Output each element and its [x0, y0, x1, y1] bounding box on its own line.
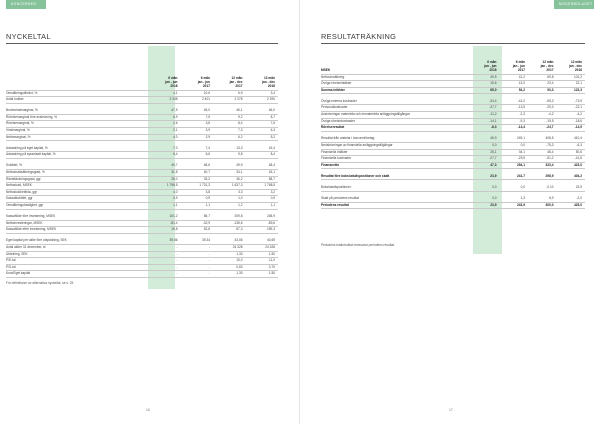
row-label: Bokslutsdispositioner [321, 185, 471, 191]
column-header-line: 2016 [574, 68, 582, 73]
row-value: -41,0 [500, 99, 529, 105]
row-value: 34,1 [213, 170, 246, 177]
row-value: 1,1 [181, 203, 214, 210]
row-value: 2 401 [181, 97, 214, 104]
table-row [321, 162, 585, 169]
row-value: 13,0 [500, 81, 529, 88]
column-header-line: 6 mån [515, 60, 525, 64]
row-value: 8,4 [246, 152, 279, 159]
column-header-line: 2017 [517, 68, 525, 73]
row-value: -29,5 [500, 156, 529, 163]
column-header-line: 6 mån [168, 76, 178, 80]
column-header-line: 2016 [267, 84, 275, 89]
row-value: 1,33 [213, 251, 246, 258]
row-value: -11,2 [471, 112, 500, 119]
row-label: Soliditet, % [6, 163, 148, 169]
table-row [321, 118, 585, 125]
row-value: 0,60 [213, 264, 246, 271]
row-value: 49,9 [213, 163, 246, 169]
row-value: 47,5 [148, 108, 181, 114]
column-header-row [6, 76, 278, 90]
table-row [6, 220, 278, 227]
row-value: 13,3 [213, 146, 246, 152]
row-value: 1,0 [213, 196, 246, 203]
header-label: MSEK [321, 60, 471, 74]
table-row [6, 258, 278, 265]
row-label: Kassaflöde efter investering, MSEK [6, 227, 148, 234]
row-value: 0,0 [500, 142, 529, 149]
row-value: 4,1 [148, 90, 181, 97]
row-value: 4,0 [148, 189, 181, 196]
row-label: P/E-tal [6, 258, 148, 265]
table-row [321, 87, 585, 94]
table-row [6, 203, 278, 210]
row-value: 39,34 [181, 238, 214, 244]
row-value: 69,8 [528, 74, 557, 81]
row-value: 11,0 [246, 258, 279, 265]
row-value: 48,4 [246, 163, 279, 169]
row-value: 323,4 [528, 162, 557, 169]
key-figures-table [6, 76, 278, 278]
row-value: 19,8 [148, 227, 181, 234]
row-label: Skatt på periodens resultat [321, 196, 471, 202]
row-value: 3,8 [181, 189, 214, 196]
row-value: 1,1 [246, 203, 279, 210]
row-label: Nettoskuld/ebitda, ggr [6, 189, 148, 196]
row-value: 43,06 [213, 238, 246, 244]
row-label: Nedskrivningar av finansiella anläggningstillgångar [321, 142, 471, 149]
column-header-line: 6 mån [487, 60, 497, 64]
row-value: 7,3 [148, 146, 181, 152]
row-value: - [148, 251, 181, 258]
column-header-line: jan - dec [262, 80, 275, 85]
row-value: 46,0 [246, 108, 279, 114]
row-value: 31,8 [148, 170, 181, 177]
row-label: Räntetäckningsgrad, ggr [6, 176, 148, 183]
row-label: Antal butiker [6, 97, 148, 104]
row-value: 0,70 [246, 264, 279, 271]
row-value: -13,5 [500, 105, 529, 112]
row-value: - [181, 271, 214, 278]
row-value: -9,3 [500, 118, 529, 125]
row-value: 6,9 [148, 114, 181, 121]
column-header-line: 2017 [546, 68, 554, 73]
row-value: -135,6 [213, 220, 246, 227]
row-value: 5,2 [246, 134, 279, 141]
column-header-line: jan - jun [165, 80, 178, 85]
row-label: Omsättningshastighet, ggr [6, 203, 148, 210]
row-value: 22,1 [557, 81, 586, 88]
row-value: 300,0 [528, 202, 557, 209]
row-value: 3,3 [213, 189, 246, 196]
row-label: Finansnetto [321, 162, 471, 169]
table-row [6, 128, 278, 135]
column-header [471, 60, 500, 74]
row-value: 1,50 [246, 271, 279, 278]
row-value: 1 637,3 [213, 183, 246, 190]
row-label: Vinstmarginal, % [6, 128, 148, 135]
row-value: 404,2 [557, 174, 586, 180]
column-header [500, 60, 529, 74]
row-value: 408,5 [528, 136, 557, 142]
row-value: -34,4 [471, 99, 500, 105]
column-header [148, 76, 181, 90]
row-value: 58,7 [246, 176, 279, 183]
row-value: 1,3 [500, 196, 529, 202]
page-title: NYCKELTAL [6, 32, 51, 41]
row-value: 2,1 [148, 128, 181, 135]
row-value: 47,3 [471, 162, 500, 169]
row-value: -89,6 [246, 220, 279, 227]
column-header [246, 76, 279, 90]
page-number: 17 [449, 408, 453, 412]
row-value: 3,9 [181, 128, 214, 135]
row-value: 23,9 [471, 174, 500, 180]
row-value: - [148, 271, 181, 278]
row-value: 52,8 [181, 227, 214, 234]
row-value: 23,9 [557, 185, 586, 191]
row-value: - [181, 244, 214, 251]
row-value: 6,9 [213, 90, 246, 97]
column-header-line: 12 mån [571, 60, 582, 64]
table-row [6, 90, 278, 97]
row-label: Nettoinvesteringar, MSEK [6, 220, 148, 227]
row-value: 410,4 [557, 136, 586, 142]
row-label: Periodens resultat [321, 202, 471, 209]
row-value: -73,9 [557, 99, 586, 105]
footnote: Periodens totalresultat motsvarar periodens resultat. [321, 243, 395, 247]
row-value: 6,6 [181, 152, 214, 159]
column-header-line: jan - dec [540, 64, 554, 69]
row-value: -8,3 [471, 125, 500, 132]
row-value: 48,6 [181, 163, 214, 169]
column-header-line: 2018 [489, 68, 497, 73]
row-value: 41,2 [500, 74, 529, 81]
row-value: 0,0 [471, 185, 500, 191]
row-value: 4,0 [148, 134, 181, 141]
table-row [6, 244, 278, 251]
row-value: 2,6 [148, 121, 181, 128]
row-value: 28,0 [148, 176, 181, 183]
row-value: -4,2 [557, 112, 586, 119]
column-header-line: jan - dec [229, 80, 243, 85]
column-header-line: 2017 [202, 84, 210, 89]
row-label: Övriga rörelsekostnader [321, 118, 471, 125]
column-header-line: 12 mån [264, 76, 275, 80]
row-label: Nettoomsättning [321, 74, 471, 81]
table-row [6, 97, 278, 104]
table-row [321, 112, 585, 119]
row-value: 241,7 [500, 174, 529, 180]
row-value: - [181, 264, 214, 271]
row-value: 23,9 [471, 202, 500, 209]
row-value: 1,30 [213, 271, 246, 278]
row-value: 7,6 [246, 121, 279, 128]
row-value: - [148, 258, 181, 265]
row-value: -0,10 [528, 185, 557, 191]
row-label: Kurs/Eget kapital [6, 271, 148, 278]
table-row [321, 74, 585, 81]
row-value: 24 328 [213, 244, 246, 251]
table-row [6, 152, 278, 159]
table-row [6, 176, 278, 183]
row-value: 46,9 [471, 136, 500, 142]
row-value: 2 338 [148, 97, 181, 104]
row-value: 425,0 [557, 202, 586, 209]
row-value: 39,56 [148, 238, 181, 244]
row-label: Eget kapital per aktie före utspädning, SEK [6, 238, 148, 244]
row-value: 243,9 [500, 202, 529, 209]
row-value: - [148, 264, 181, 271]
table-row [6, 189, 278, 196]
row-label: Antal aktier 31 december, st [6, 244, 148, 251]
row-value: 1 768,5 [246, 183, 279, 190]
row-value: 249,1 [500, 136, 529, 142]
row-value: 48,4 [528, 149, 557, 156]
row-value: 0,0 [471, 142, 500, 149]
row-label: Nettoskuldsättningsgrad, % [6, 170, 148, 177]
row-value: -41,6 [557, 156, 586, 163]
title-rule [6, 43, 278, 44]
row-value: 8,4 [213, 121, 246, 128]
column-header-line: 12 mån [231, 76, 243, 80]
column-header-line: jan - jun [484, 64, 497, 69]
table-row [6, 251, 278, 258]
row-label: Avkastning på eget kapital, % [6, 146, 148, 152]
row-label: Rörelseresultat [321, 125, 471, 132]
row-value: -2,3 [500, 112, 529, 119]
footnote: För definitioner av alternativa nyckeltal, se s. 29. [6, 281, 75, 285]
row-value: 23,4 [528, 81, 557, 88]
row-value: 40,7 [181, 170, 214, 177]
row-value: 54,2 [500, 87, 529, 94]
row-value: 1 731,3 [181, 183, 214, 190]
row-value: 49,7 [148, 163, 181, 169]
table-row [6, 271, 278, 278]
row-value: -6,3 [557, 142, 586, 149]
row-label: Kassaflöde före investering, MSEK [6, 214, 148, 220]
table-row [6, 183, 278, 190]
table-row [6, 134, 278, 141]
row-value: 36,2 [213, 176, 246, 183]
table-row [6, 196, 278, 203]
row-value: 10,0 [213, 258, 246, 265]
row-value: -75,3 [528, 142, 557, 149]
row-value: 43,1 [246, 170, 279, 177]
row-value: 1,2 [213, 203, 246, 210]
row-value: 9,8 [213, 152, 246, 159]
row-value: 6,4 [148, 152, 181, 159]
row-value: 3,4 [246, 90, 279, 97]
row-label: Avkastning på sysselsatt kapital, % [6, 152, 148, 159]
income-statement-table [321, 60, 585, 209]
row-value: 423,0 [557, 162, 586, 169]
row-value: 49,5 [471, 74, 500, 81]
row-value: - [181, 258, 214, 265]
row-value: 40,69 [246, 238, 279, 244]
row-label: Personalkostnader [321, 105, 471, 112]
column-header-line: jan - dec [569, 64, 582, 69]
row-value: -14,1 [471, 118, 500, 125]
row-value: 3,8 [181, 121, 214, 128]
row-value: 87,3 [213, 227, 246, 234]
row-value: 298,9 [528, 174, 557, 180]
row-label: Utdelning, SEK [6, 251, 148, 258]
row-value: 50,6 [557, 149, 586, 156]
row-value: 33,2 [181, 176, 214, 183]
row-value: 6,3 [246, 128, 279, 135]
row-value: -81,4 [148, 220, 181, 227]
column-header [181, 76, 214, 90]
table-row [321, 142, 585, 149]
row-value: 85,7 [181, 214, 214, 220]
row-value: 8,7 [246, 114, 279, 121]
row-value: 65,0 [471, 87, 500, 94]
column-header [528, 60, 557, 74]
row-value: -65,3 [528, 99, 557, 105]
row-value: -27,7 [471, 156, 500, 163]
table-row [6, 114, 278, 121]
row-value: 0,0 [471, 196, 500, 202]
row-value: 0,9 [246, 196, 279, 203]
row-value: -24,7 [528, 125, 557, 132]
row-label: Övriga rörelseintäkter [321, 81, 471, 88]
row-value: 1,50 [246, 251, 279, 258]
row-value: 101,2 [557, 74, 586, 81]
section-tab: MODERBOLAGET [554, 0, 594, 9]
column-header-line: 2017 [235, 84, 243, 89]
table-row [6, 170, 278, 177]
row-label: Finansiella intäkter [321, 149, 471, 156]
row-value: 28,1 [471, 149, 500, 156]
table-row [6, 227, 278, 234]
row-value: 6,2 [213, 134, 246, 141]
table-row [321, 125, 585, 132]
column-header-row [321, 60, 585, 74]
row-value: 10,6 [181, 90, 214, 97]
row-value: -32,9 [181, 220, 214, 227]
row-value: -29,3 [528, 105, 557, 112]
row-value: -22,1 [557, 105, 586, 112]
row-value: 7,5 [181, 114, 214, 121]
row-label: Omsättningstillväxt, % [6, 90, 148, 97]
page-number: 16 [146, 408, 150, 412]
row-value: 159,3 [246, 227, 279, 234]
row-value: -51,2 [528, 156, 557, 163]
row-value: 46,1 [213, 108, 246, 114]
section-tab: KONCERNEN [6, 0, 46, 9]
row-value: 34,1 [500, 149, 529, 156]
row-label: Rörelsemarginal före avskrivning, % [6, 114, 148, 121]
row-value: -18,6 [557, 118, 586, 125]
row-label: Övriga externa kostnader [321, 99, 471, 105]
table-row [321, 81, 585, 88]
row-value: 123,3 [557, 87, 586, 94]
column-header-line: 2018 [170, 84, 178, 89]
table-row [321, 149, 585, 156]
table-row [6, 264, 278, 271]
row-label: Kassalikviditet, ggr [6, 196, 148, 203]
row-value: 9,2 [213, 114, 246, 121]
row-value: 2 390 [246, 97, 279, 104]
row-value: -14,9 [557, 125, 586, 132]
row-label: P/S-tal [6, 264, 148, 271]
row-value: 2,9 [181, 134, 214, 141]
row-value: 93,3 [528, 87, 557, 94]
table-row [321, 156, 585, 163]
row-value: -2,0 [557, 196, 586, 202]
row-label: Rörelsemarginal, % [6, 121, 148, 128]
row-value: 8,9 [528, 196, 557, 202]
column-header-line: jan - jun [512, 64, 525, 69]
row-label: Summa intäkter [321, 87, 471, 94]
row-value: 7,4 [181, 146, 214, 152]
row-value: 24 328 [246, 244, 279, 251]
row-value: -19,5 [528, 118, 557, 125]
row-label: Resultat från andelar i koncernföretag [321, 136, 471, 142]
row-value: - [148, 244, 181, 251]
row-value: 1,1 [148, 203, 181, 210]
column-header-line: jan - jun [197, 80, 210, 85]
row-value: 7,3 [213, 128, 246, 135]
row-value: -4,2 [528, 112, 557, 119]
row-label: Nettoskuld, MSEK [6, 183, 148, 190]
row-label: Bruttovinstmarginal, % [6, 108, 148, 114]
column-header-line: 6 mån [200, 76, 210, 80]
table-row [6, 121, 278, 128]
row-value: 16,4 [246, 146, 279, 152]
column-header [557, 60, 586, 74]
right-page [300, 0, 600, 424]
row-value: 101,2 [148, 214, 181, 220]
row-value: 248,9 [246, 214, 279, 220]
row-label: Resultat före bokslutsdispositioner och skatt [321, 174, 471, 180]
row-label: Nettomarginal, % [6, 134, 148, 141]
row-value: -37,7 [471, 105, 500, 112]
row-value: 0,9 [148, 196, 181, 203]
row-label: Finansiella kostnader [321, 156, 471, 163]
column-header-line: 12 mån [542, 60, 554, 64]
row-value: 45,0 [181, 108, 214, 114]
title-rule [321, 43, 585, 44]
row-value: 3,2 [246, 189, 279, 196]
row-value: 209,8 [213, 214, 246, 220]
column-header [213, 76, 246, 90]
row-value: 0,9 [181, 196, 214, 203]
table-row [321, 202, 585, 209]
row-value: 1 798,5 [148, 183, 181, 190]
header-label [6, 76, 148, 90]
row-value: -14,4 [500, 125, 529, 132]
row-value: - [181, 251, 214, 258]
row-value: 0,0 [500, 185, 529, 191]
table-row [321, 105, 585, 112]
page-title: RESULTATRÄKNING [321, 32, 397, 41]
row-value: 2 378 [213, 97, 246, 104]
row-value: 254,1 [500, 162, 529, 169]
row-label: Avskrivningar materiella och immateriella anläggningstillgångar [321, 112, 471, 119]
row-value: 15,6 [471, 81, 500, 88]
